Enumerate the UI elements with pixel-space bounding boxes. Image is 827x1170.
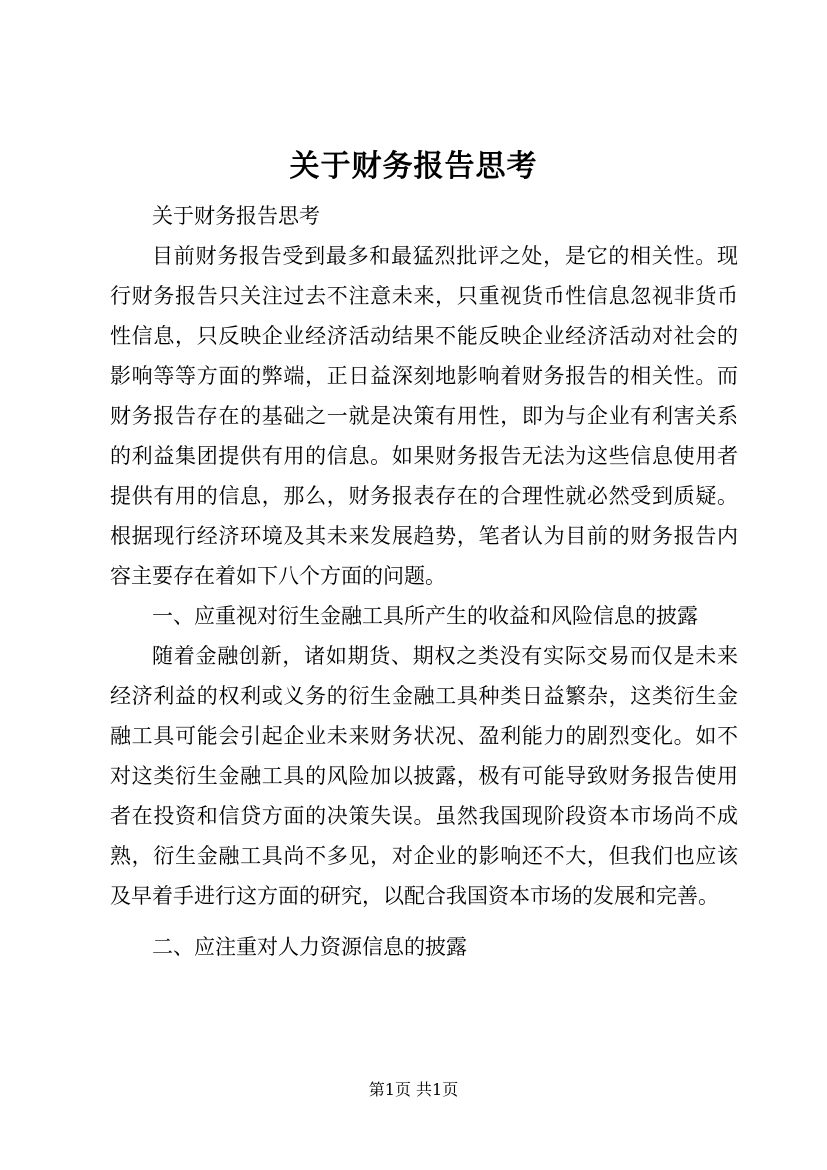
document-body xyxy=(110,196,738,967)
page-footer: 第1页 共1页 xyxy=(368,1080,459,1099)
section-heading-1: 一、应重视对衍生金融工具所产生的收益和风险信息的披露 xyxy=(152,604,698,628)
page-title: 关于财务报告思考 xyxy=(289,149,538,184)
subtitle-paragraph: 关于财务报告思考 xyxy=(152,204,320,228)
section-heading-2: 二、应注重对人力资源信息的披露 xyxy=(152,935,467,959)
intro-paragraph: 目前财务报告受到最多和最猛烈批评之处，是它的相关性。现行财务报告只关注过去不注意未来，只重视货币性信息忽视非货币性信息，只反映企业经济活动结果不能反映企业经济活动对社会的影响等等方面的弊端，正日益深刻地影响着财务报告的相关性。而财务报告存在的基础之一就是决策有用性，即为与企业有利害关系的利益集团提供有用的信息。如果财务报告无法为这些信息使用者提供有用的信息，那么，财务报表存在的合理性就必然受到质疑。根据现行经济环境及其未来发展趋势，笔者认为目前的财务报告内容主要存在着如下八个方面的问题。 xyxy=(110,244,738,588)
section-1-paragraph: 随着金融创新，诸如期货、期权之类没有实际交易而仅是未来经济利益的权利或义务的衍生金融工具种类日益繁杂，这类衍生金融工具可能会引起企业未来财务状况、盈利能力的剧烈变化。如不对这类衍生金融工具的风险加以披露，极有可能导致财务报告使用者在投资和信贷方面的决策失误。虽然我国现阶段资本市场尚不成熟，衍生金融工具尚不多见，对企业的影响还不大，但我们也应该及早着手进行这方面的研究，以配合我国资本市场的发展和完善。 xyxy=(110,644,738,908)
